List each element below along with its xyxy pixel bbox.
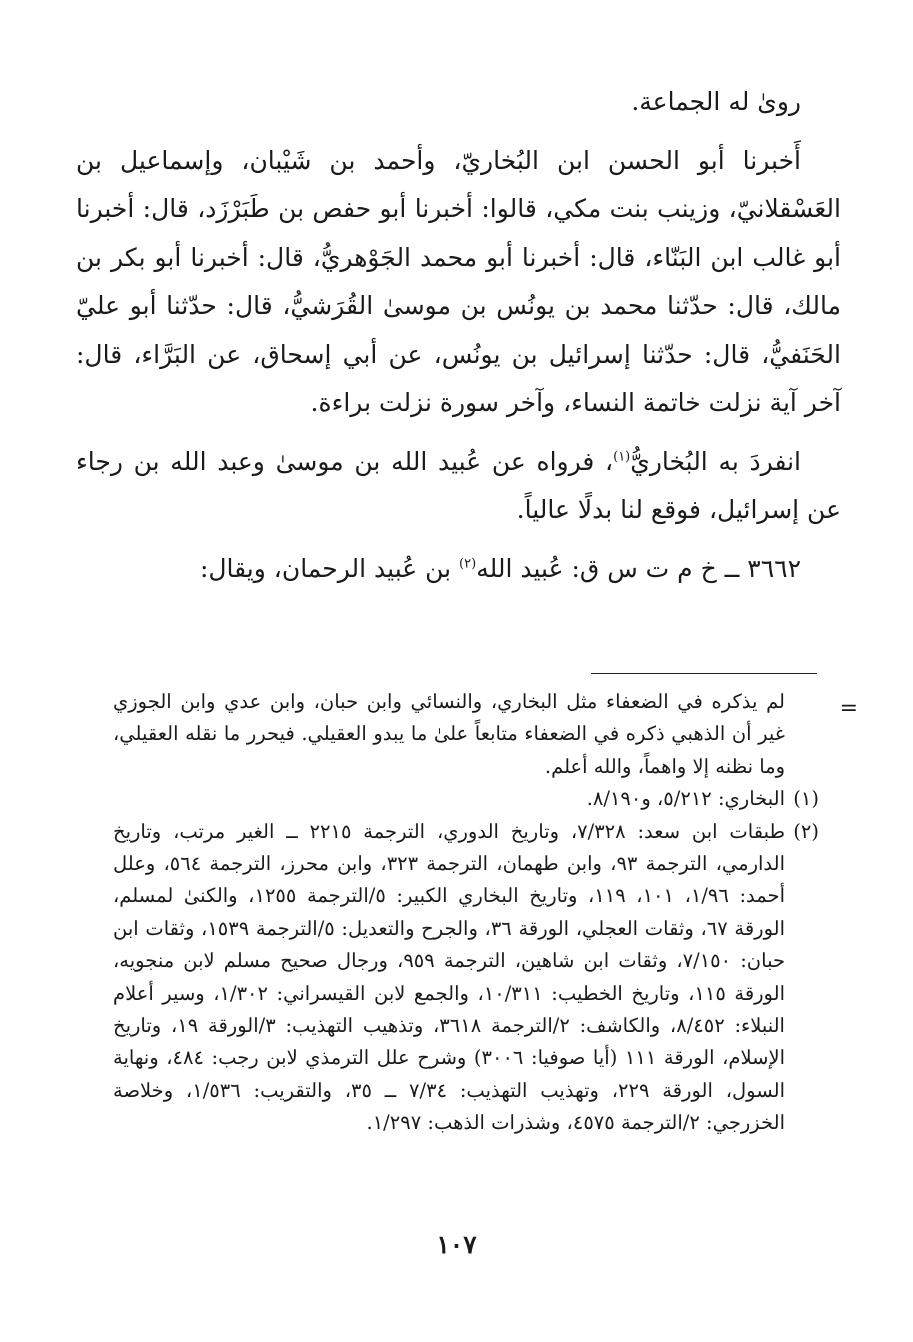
footnote-2-number: (٢) [793, 819, 819, 843]
footnotes [113, 686, 819, 1140]
footnote-separator [591, 673, 817, 674]
footnote-1-text: البخاري: ٥/٢١٢، و٨/١٩٠. [586, 787, 785, 811]
footnote-continuation [113, 686, 819, 783]
footnote-2-text: طبقات ابن سعد: ٧/٣٢٨، وتاريخ الدوري، الترجمة ٢٢١٥ ــ الغير مرتب، وتاريخ الدارمي، الترجمة ٩٣، وابن طهمان، الترجمة ٣٢٣، وابن محرز، الترجمة ٥٦٤، وعلل أحمد: ١/٩٦، ١٠١، ١١٩، وتاريخ البخاري الكبير: ٥/الترجمة ١٢٥٥، والكنىٰ لمسلم، الورقة ٦٧، وثقات العجلي، الورقة ٣٦، والجرح والتعديل: ٥/الترجمة ١٥٣٩، وثقات ابن حبان: ٧/١٥٠، وثقات ابن شاهين، الترجمة ٩٥٩، ورجال صحيح مسلم لابن منجويه، الورقة ١١٥، وتاريخ الخطيب: ١٠/٣١١، والجمع لابن القيسراني: ١/٣٠٢، وسير أعلام النبلاء: ٨/٤٥٢، والكاشف: ٢/الترجمة ٣٦١٨، وتذهيب التهذيب: ٣/الورقة ١٩، وتاريخ الإسلام، الورقة ١١١ (أيا صوفيا: ٣٠٠٦) وشرح علل الترمذي لابن رجب: ٤٨٤، ونهاية السول، الورقة ٢٢٩، وتهذيب التهذيب: ٧/٣٤ ــ ٣٥، والتقريب: ١/٥٣٦، وخلاصة الخزرجي: ٢/الترجمة ٤٥٧٥، وشذرات الذهب: ١/٢٩٧. [113, 819, 786, 1135]
footnote-1 [113, 783, 819, 815]
entry-heading-3662 [76, 545, 841, 594]
footnote-ref-2: (٢) [459, 556, 477, 572]
continuation-mark: = [839, 696, 858, 721]
page-number: ١٠٧ [436, 1230, 477, 1259]
footnote-1-number: (١) [793, 787, 819, 811]
footnote-2 [113, 816, 819, 1140]
entry-heading-end: بن عُبيد الرحمان، ويقال: [199, 553, 460, 583]
paragraph-riwaya: رویٰ له الجماعة. [631, 87, 801, 116]
paragraph-infarada [76, 438, 841, 535]
footnote-ref-1: (١) [613, 449, 631, 465]
paragraph-infarada-start: انفردَ به البُخاريُّ [630, 446, 801, 476]
main-text [76, 78, 841, 593]
footnote-continuation-text: لم يذكره في الضعفاء مثل البخاري، والنسائي وابن حبان، وابن عدي وابن الجوزي غير أن الذهبي ذكره في الضعفاء متابعاً علىٰ ما يبدو العقيلي. فيحرر ما نقله العقيلي، وما نظنه إلا واهماً، والله أعلم. [113, 690, 785, 778]
entry-heading-start: ٣٦٦٢ ــ خ م ت س ق: عُبيد الله [476, 553, 801, 583]
paragraph-infarada-end: ، فرواه عن عُبيد الله بن موسىٰ وعبد الله بن رجاء عن إسرائيل، فوقع لنا بدلًا عالياً. [76, 446, 841, 524]
paragraph-isnad: أَخبرنا أبو الحسن ابن البُخاريّ، وأحمد بن شَيْبان، وإسماعيل بن العَسْقلانيّ، وزينب بنت مكي، قالوا: أخبرنا أبو حفص بن طَبَرْزَد، قال: أخبرنا أبو غالب ابن البَنّاء، قال: أخبرنا أبو محمد الجَوْهريُّ، قال: أخبرنا أبو بكر بن مالك، قال: حدّثنا محمد بن يونُس بن موسىٰ القُرَشيُّ، قال: حدّثنا أبو عليّ الحَنَفيُّ، قال: حدّثنا إسرائيل بن يونُس، عن أبي إسحاق، عن البَرَّاء، قال: آخر آية نزلت خاتمة النساء، وآخر سورة نزلت براءة. [76, 145, 841, 417]
